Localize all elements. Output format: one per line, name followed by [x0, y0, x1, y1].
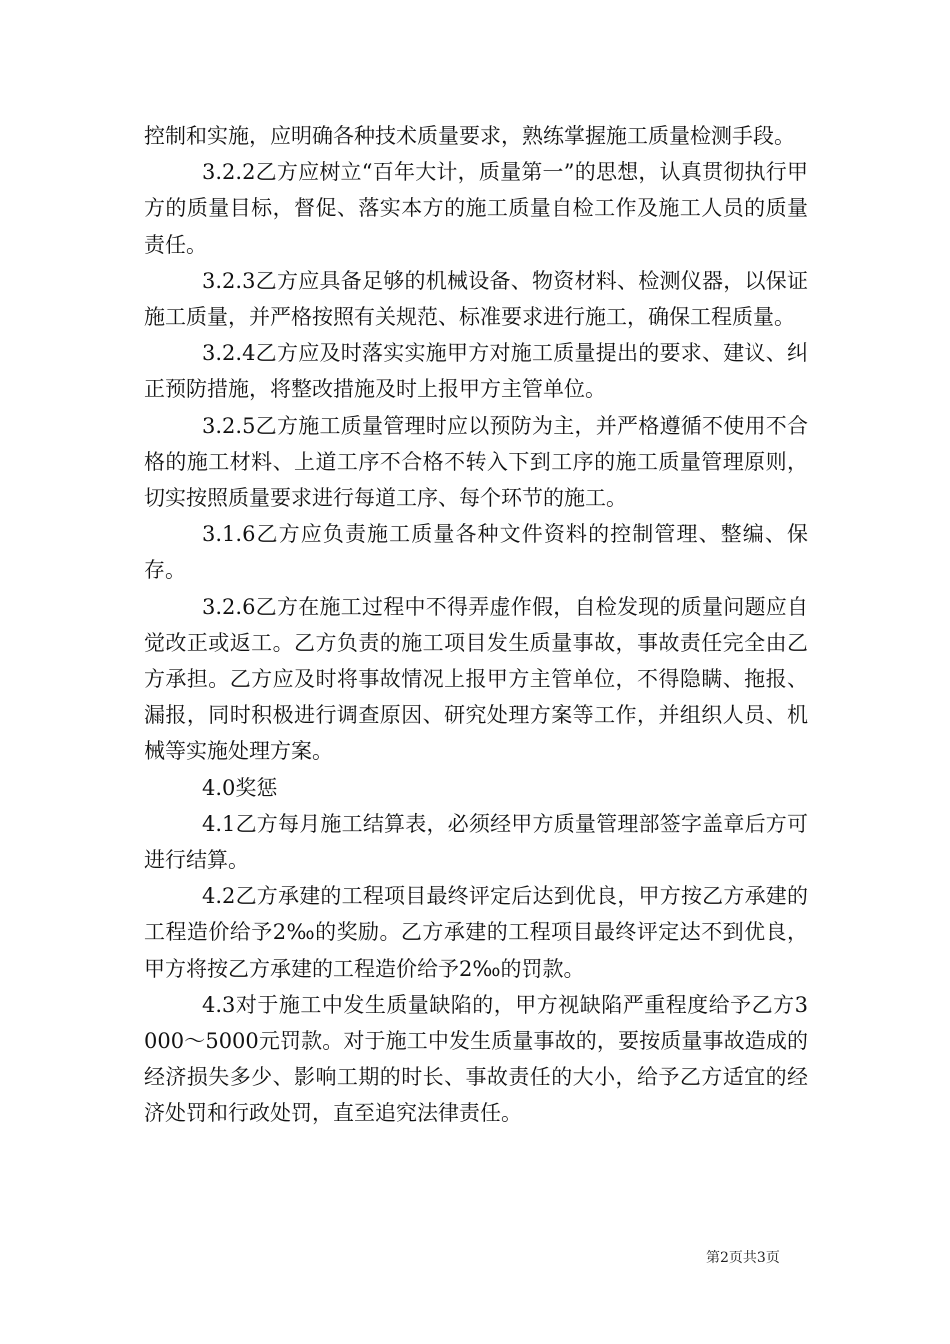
page-number-label: 第2页共3页 [706, 1250, 780, 1266]
paragraph-3-2-4: 3.2.4乙方应及时落实实施甲方对施工质量提出的要求、建议、纠正预防措施，将整改措施及时上报甲方主管单位。 [144, 341, 808, 402]
document-body [144, 118, 808, 1132]
page-number-footer [706, 1247, 780, 1267]
paragraph-continuation: 控制和实施，应明确各种技术质量要求，熟练掌握施工质量检测手段。 [144, 124, 795, 148]
section-heading-4-0: 4.0奖惩 [202, 775, 278, 800]
paragraph-3-1-6: 3.1.6乙方应负责施工质量各种文件资料的控制管理、整编、保存。 [144, 522, 808, 583]
paragraph-3-2-6: 3.2.6乙方在施工过程中不得弄虚作假，自检发现的质量问题应自觉改正或返工。乙方负责的施工项目发生质量事故，事故责任完全由乙方承担。乙方应及时将事故情况上报甲方主管单位，不得隐瞒、拖报、漏报，同时积极进行调查原因、研究处理方案等工作，并组织人员、机械等实施处理方案。 [144, 594, 808, 764]
paragraph-3-2-3: 3.2.3乙方应具备足够的机械设备、物资材料、检测仪器，以保证施工质量，并严格按照有关规范、标准要求进行施工，确保工程质量。 [144, 268, 808, 330]
paragraph-3-2-2: 3.2.2乙方应树立“百年大计，质量第一”的思想，认真贯彻执行甲方的质量目标，督促、落实本方的施工质量自检工作及施工人员的质量责任。 [144, 160, 808, 257]
paragraph-4-3: 4.3对于施工中发生质量缺陷的，甲方视缺陷严重程度给予乙方3000～5000元罚款。对于施工中发生质量事故的，要按质量事故造成的经济损失多少、影响工期的时长、事故责任的大小，给予乙方适宜的经济处罚和行政处罚，直至追究法律责任。 [144, 992, 808, 1126]
paragraph-4-1: 4.1乙方每月施工结算表，必须经甲方质量管理部签字盖章后方可进行结算。 [144, 811, 808, 873]
paragraph-4-2: 4.2乙方承建的工程项目最终评定后达到优良，甲方按乙方承建的工程造价给予2‰的奖励。乙方承建的工程项目最终评定达不到优良，甲方将按乙方承建的工程造价给予2‰的罚款。 [144, 884, 808, 981]
paragraph-3-2-5: 3.2.5乙方施工质量管理时应以预防为主，并严格遵循不使用不合格的施工材料、上道工序不合格不转入下到工序的施工质量管理原则，切实按照质量要求进行每道工序、每个环节的施工。 [144, 413, 808, 511]
